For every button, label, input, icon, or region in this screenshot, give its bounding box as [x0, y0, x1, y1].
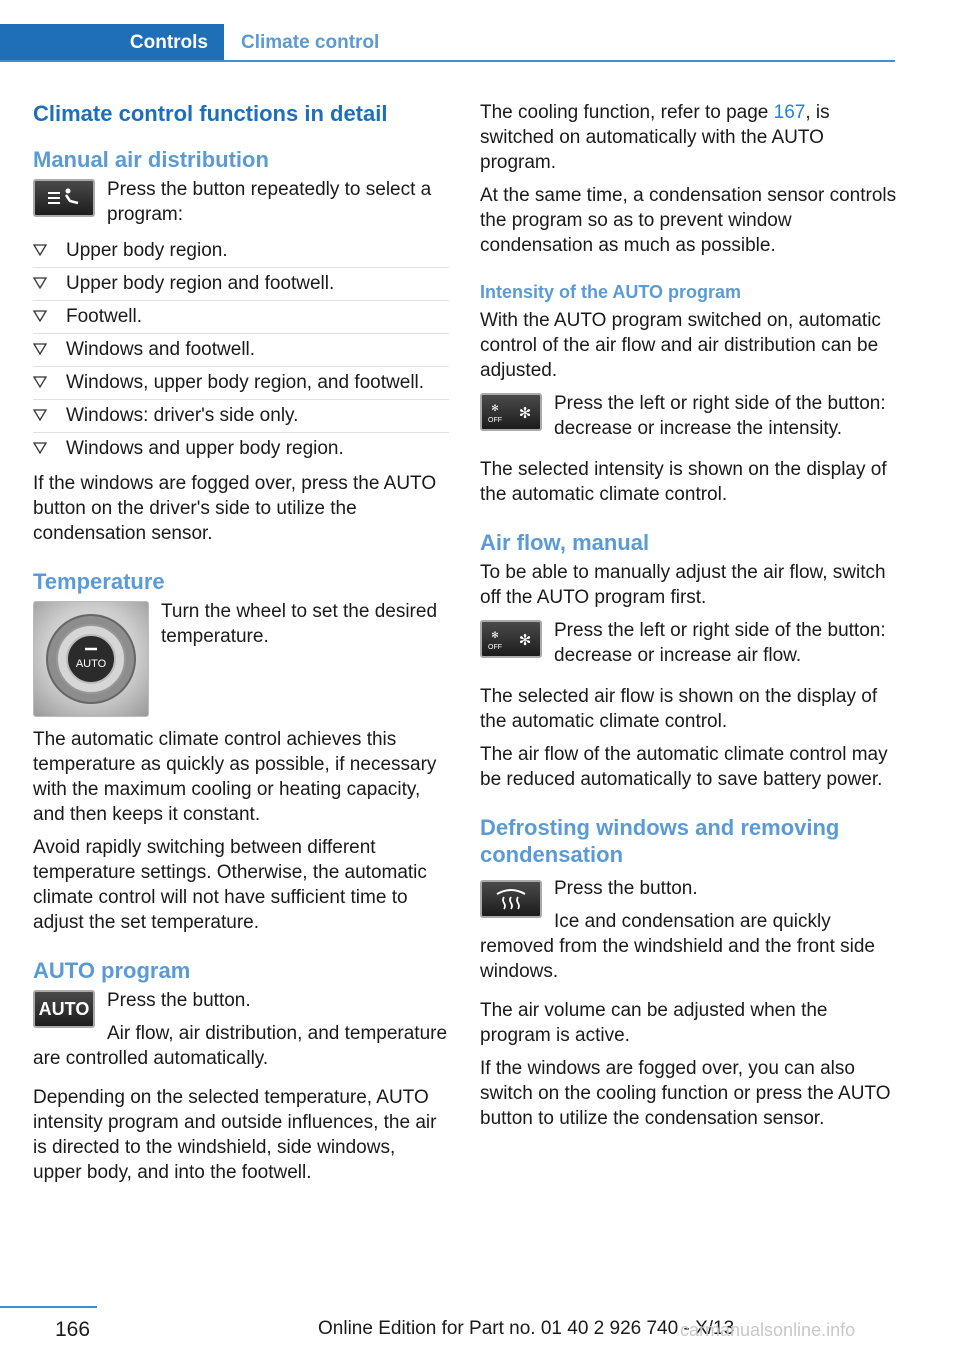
page-number: 166	[55, 1318, 91, 1341]
right-column	[480, 100, 898, 1139]
manual-distribution-heading: Manual air distribution	[33, 147, 269, 172]
triangle-bullet-icon	[33, 408, 47, 422]
defrost-button-icon	[480, 880, 542, 918]
condensation-text: At the same time, a condensation sensor controls the program so as to prevent window condensation as much as possible.	[480, 185, 897, 256]
list-item: Upper body region.	[33, 235, 449, 268]
air-flow-p2: Press the left or right side of the button: decrease or increase air flow.	[554, 620, 886, 666]
section-tab: Controls	[0, 24, 224, 62]
left-column	[33, 100, 449, 1193]
auto-p1: Press the button.	[107, 990, 251, 1011]
svg-text:✻: ✻	[518, 404, 532, 422]
svg-text:✻: ✻	[491, 403, 499, 413]
auto-p2: Air flow, air distribution, and temperature are controlled automatically.	[33, 1023, 448, 1069]
list-item: Footwell.	[33, 301, 449, 334]
knob-auto-label: AUTO	[75, 658, 107, 670]
program-list	[33, 235, 449, 465]
auto-p3: Depending on the selected temperature, AUTO intensity program and outside influences, the air is directed to the windshield, side windows, upper body, and into the footwell.	[33, 1087, 437, 1183]
temperature-p1: The automatic climate control achieves this temperature as quickly as possible, if necessary with the maximum cooling or heating capacity, and then keeps it constant.	[33, 729, 437, 825]
triangle-bullet-icon	[33, 375, 47, 389]
list-item: Windows and footwell.	[33, 334, 449, 367]
defrost-p4: If the windows are fogged over, you can also switch on the cooling function or press the AUTO button to utilize the condensation sensor.	[480, 1058, 891, 1129]
temperature-intro: Turn the wheel to set the desired temperature.	[161, 601, 438, 647]
svg-text:✻: ✻	[491, 630, 499, 640]
subsection-tab: Climate control	[241, 32, 380, 53]
page-title: Climate control functions in detail	[33, 101, 388, 126]
cooling-text: The cooling function, refer to page 167, is switched on automatically with the AUTO program.	[480, 102, 830, 173]
defrost-p3: The air volume can be adjusted when the program is active.	[480, 1000, 828, 1046]
list-item: Windows and upper body region.	[33, 433, 449, 465]
triangle-bullet-icon	[33, 276, 47, 290]
auto-program-heading: AUTO program	[33, 958, 191, 983]
defrost-p1: Press the button.	[554, 878, 698, 899]
svg-text:OFF: OFF	[488, 417, 502, 424]
intensity-p3: The selected intensity is shown on the display of the automatic climate control.	[480, 459, 887, 505]
fog-note: If the windows are fogged over, press the AUTO button on the driver's side to utilize the condensation sensor.	[33, 473, 437, 544]
footer-rule	[0, 1306, 97, 1308]
intensity-heading: Intensity of the AUTO program	[480, 282, 742, 302]
intensity-button-icon	[480, 393, 542, 431]
auto-button-icon: AUTO	[33, 990, 95, 1028]
triangle-bullet-icon	[33, 309, 47, 323]
intensity-p1: With the AUTO program switched on, automatic control of the air flow and air distribution can be adjusted.	[480, 310, 881, 381]
air-flow-heading: Air flow, manual	[480, 530, 650, 555]
header-rule	[0, 60, 895, 62]
air-flow-p3: The selected air flow is shown on the display of the automatic climate control.	[480, 686, 878, 732]
triangle-bullet-icon	[33, 342, 47, 356]
manual-intro: Press the button repeatedly to select a program:	[107, 179, 432, 225]
intensity-p2: Press the left or right side of the button: decrease or increase the intensity.	[554, 393, 886, 439]
defrost-heading: Defrosting windows and removing condensation	[480, 815, 840, 867]
temperature-heading: Temperature	[33, 569, 165, 594]
page-link[interactable]: 167	[773, 102, 806, 123]
air-distribution-button-icon	[33, 179, 95, 217]
watermark: carmanualsonline.info	[680, 1320, 856, 1340]
air-flow-button-icon	[480, 620, 542, 658]
triangle-bullet-icon	[33, 243, 47, 257]
svg-text:✻: ✻	[518, 631, 532, 649]
defrost-p2: Ice and condensation are quickly removed from the windshield and the front side windows.	[480, 911, 875, 982]
list-item: Windows: driver's side only.	[33, 400, 449, 433]
edition-text: Online Edition for Part no. 01 40 2 926 740 - X/13	[318, 1318, 735, 1339]
air-flow-p1: To be able to manually adjust the air flow, switch off the AUTO program first.	[480, 562, 886, 608]
svg-text:OFF: OFF	[488, 644, 502, 651]
temperature-p2: Avoid rapidly switching between different temperature settings. Otherwise, the automatic climate control will not have sufficient time to adjust the set temperature.	[33, 837, 427, 933]
triangle-bullet-icon	[33, 441, 47, 455]
list-item: Windows, upper body region, and footwell.	[33, 367, 449, 400]
list-item: Upper body region and footwell.	[33, 268, 449, 301]
air-flow-p4: The air flow of the automatic climate control may be reduced automatically to save battery power.	[480, 744, 888, 790]
temperature-wheel-icon	[33, 601, 149, 717]
